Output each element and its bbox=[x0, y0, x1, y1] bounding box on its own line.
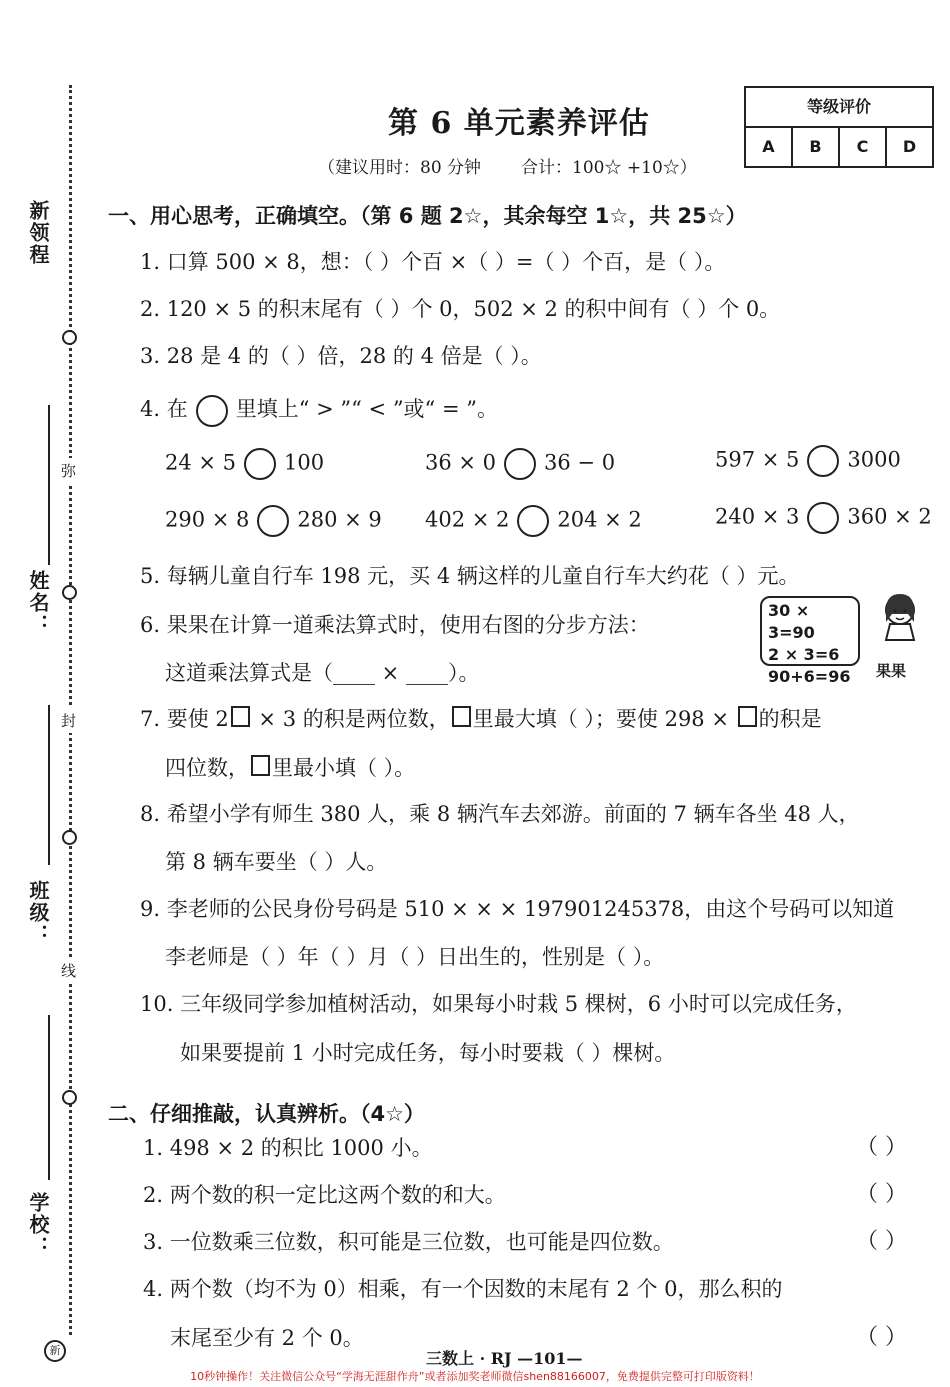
binding-hole bbox=[62, 585, 77, 600]
name-label: 姓名： bbox=[26, 570, 50, 636]
grade-header: 等级评价 bbox=[746, 88, 932, 128]
compare-item: 24 × 5 100 bbox=[165, 448, 324, 480]
footer-note: 10秒钟操作！关注微信公众号“学海无涯甜作舟”或者添加奖老师微信shen88166007，免费提供完整可打印版资料！ bbox=[190, 1370, 760, 1383]
compare-item: 36 × 0 36 − 0 bbox=[425, 448, 615, 480]
binding-hole bbox=[62, 330, 77, 345]
section2-heading: 二、仔细推敲，认真辨析。（4☆） bbox=[108, 1102, 425, 1126]
class-underline bbox=[48, 705, 50, 865]
judge-item-2: 2. 两个数的积一定比这两个数的和大。 bbox=[143, 1183, 506, 1207]
subtitle-time: （建议用时：80 分钟 bbox=[318, 158, 482, 178]
class-label: 班级： bbox=[26, 880, 50, 946]
binding-hole bbox=[62, 830, 77, 845]
seal-char-mi: 弥 bbox=[61, 458, 76, 483]
answer-paren-3[interactable]: （ ） bbox=[856, 1229, 907, 1254]
question-3: 3. 28 是 4 的（ ）倍，28 的 4 倍是（ ）。 bbox=[140, 344, 542, 368]
answer-paren-2[interactable]: （ ） bbox=[856, 1182, 907, 1207]
grade-c[interactable]: C bbox=[840, 128, 887, 166]
speech-bubble bbox=[760, 596, 860, 686]
subtitle bbox=[318, 153, 737, 178]
page-number: 三数上 · RJ —101— bbox=[426, 1349, 583, 1368]
publisher-badge: 新 bbox=[44, 1340, 66, 1362]
grade-b[interactable]: B bbox=[793, 128, 840, 166]
compare-circle[interactable] bbox=[807, 502, 839, 534]
seal-char-feng: 封 bbox=[61, 708, 76, 733]
compare-item: 597 × 5 3000 bbox=[715, 445, 901, 477]
judge-item-1: 1. 498 × 2 的积比 1000 小。 bbox=[143, 1136, 433, 1160]
square-icon bbox=[738, 706, 757, 727]
question-10-line2: 如果要提前 1 小时完成任务，每小时要栽（ ）棵树。 bbox=[180, 1041, 676, 1065]
compare-circle[interactable] bbox=[807, 445, 839, 477]
girl-icon bbox=[870, 590, 930, 652]
question-9-line1: 9. 李老师的公民身份号码是 510 × × × 197901245378，由这个号码可以知道 bbox=[140, 897, 895, 921]
compare-item: 402 × 2 204 × 2 bbox=[425, 505, 642, 537]
compare-item: 240 × 3 360 × 2 bbox=[715, 502, 932, 534]
question-5: 5. 每辆儿童自行车 198 元，买 4 辆这样的儿童自行车大约花（ ）元。 bbox=[140, 564, 800, 588]
question-7-line1: 7. 要使 2 × 3 的积是两位数， 里最大填（ ）；要使 298 × 的积是 bbox=[140, 707, 822, 731]
question-1: 1. 口算 500 × 8，想：（ ）个百 ×（ ）=（ ）个百，是（ ）。 bbox=[140, 250, 726, 274]
question-8-line2: 第 8 辆车要坐（ ）人。 bbox=[165, 850, 388, 874]
square-icon bbox=[231, 706, 250, 727]
girl-character bbox=[870, 590, 930, 656]
bubble-line: 90+6=96 bbox=[768, 667, 851, 686]
school-label: 学校： bbox=[26, 1192, 50, 1258]
q4-suffix: 里填上“ > ”“ < ”或“ = ”。 bbox=[235, 397, 498, 421]
subtitle-total: 合计：100☆ +10☆） bbox=[521, 158, 697, 178]
compare-circle[interactable] bbox=[517, 505, 549, 537]
brand-label: 新领程 bbox=[26, 200, 50, 266]
judge-item-4-line2: 末尾至少有 2 个 0。 bbox=[170, 1326, 364, 1350]
answer-paren-1[interactable]: （ ） bbox=[856, 1135, 907, 1160]
name-underline bbox=[48, 405, 50, 565]
bubble-line: 30 × 3=90 bbox=[768, 601, 815, 642]
question-4 bbox=[140, 393, 498, 427]
question-7-line2: 四位数， 里最小填（ ）。 bbox=[165, 756, 416, 780]
binding-hole bbox=[62, 1090, 77, 1105]
question-6-line2: 这道乘法算式是（____ × ____）。 bbox=[165, 661, 480, 685]
judge-item-3: 3. 一位数乘三位数，积可能是三位数，也可能是四位数。 bbox=[143, 1230, 674, 1254]
grade-a[interactable]: A bbox=[746, 128, 793, 166]
question-2: 2. 120 × 5 的积末尾有（ ）个 0，502 × 2 的积中间有（ ）个 0。 bbox=[140, 297, 781, 321]
question-9-line2: 李老师是（ ）年（ ）月（ ）日出生的，性别是（ ）。 bbox=[165, 945, 665, 969]
compare-item: 290 × 8 280 × 9 bbox=[165, 505, 382, 537]
school-underline bbox=[48, 1015, 50, 1180]
section1-heading: 一、用心思考，正确填空。（第 6 题 2☆，其余每空 1☆，共 25☆） bbox=[108, 204, 747, 228]
judge-item-4-line1: 4. 两个数（均不为 0）相乘，有一个因数的末尾有 2 个 0，那么积的 bbox=[143, 1277, 783, 1301]
square-icon bbox=[452, 706, 471, 727]
q4-prefix: 4. 在 bbox=[140, 397, 188, 421]
square-icon bbox=[251, 755, 270, 776]
girl-name: 果果 bbox=[876, 662, 907, 680]
grade-d[interactable]: D bbox=[902, 137, 917, 156]
compare-circle[interactable] bbox=[244, 448, 276, 480]
question-8-line1: 8. 希望小学有师生 380 人，乘 8 辆汽车去郊游。前面的 7 辆车各坐 48 人， bbox=[140, 802, 860, 826]
compare-circle[interactable] bbox=[257, 505, 289, 537]
page-title: 第 6 单元素养评估 bbox=[388, 106, 650, 141]
circle-icon bbox=[196, 395, 228, 427]
answer-paren-4[interactable]: （ ） bbox=[856, 1325, 907, 1350]
bubble-line: 2 × 3=6 bbox=[768, 645, 840, 664]
seal-char-xian: 线 bbox=[61, 958, 76, 983]
question-10-line1: 10. 三年级同学参加植树活动，如果每小时栽 5 棵树，6 小时可以完成任务， bbox=[140, 992, 857, 1016]
grade-box bbox=[744, 86, 934, 168]
compare-circle[interactable] bbox=[504, 448, 536, 480]
question-6-line1: 6. 果果在计算一道乘法算式时，使用右图的分步方法： bbox=[140, 613, 650, 637]
